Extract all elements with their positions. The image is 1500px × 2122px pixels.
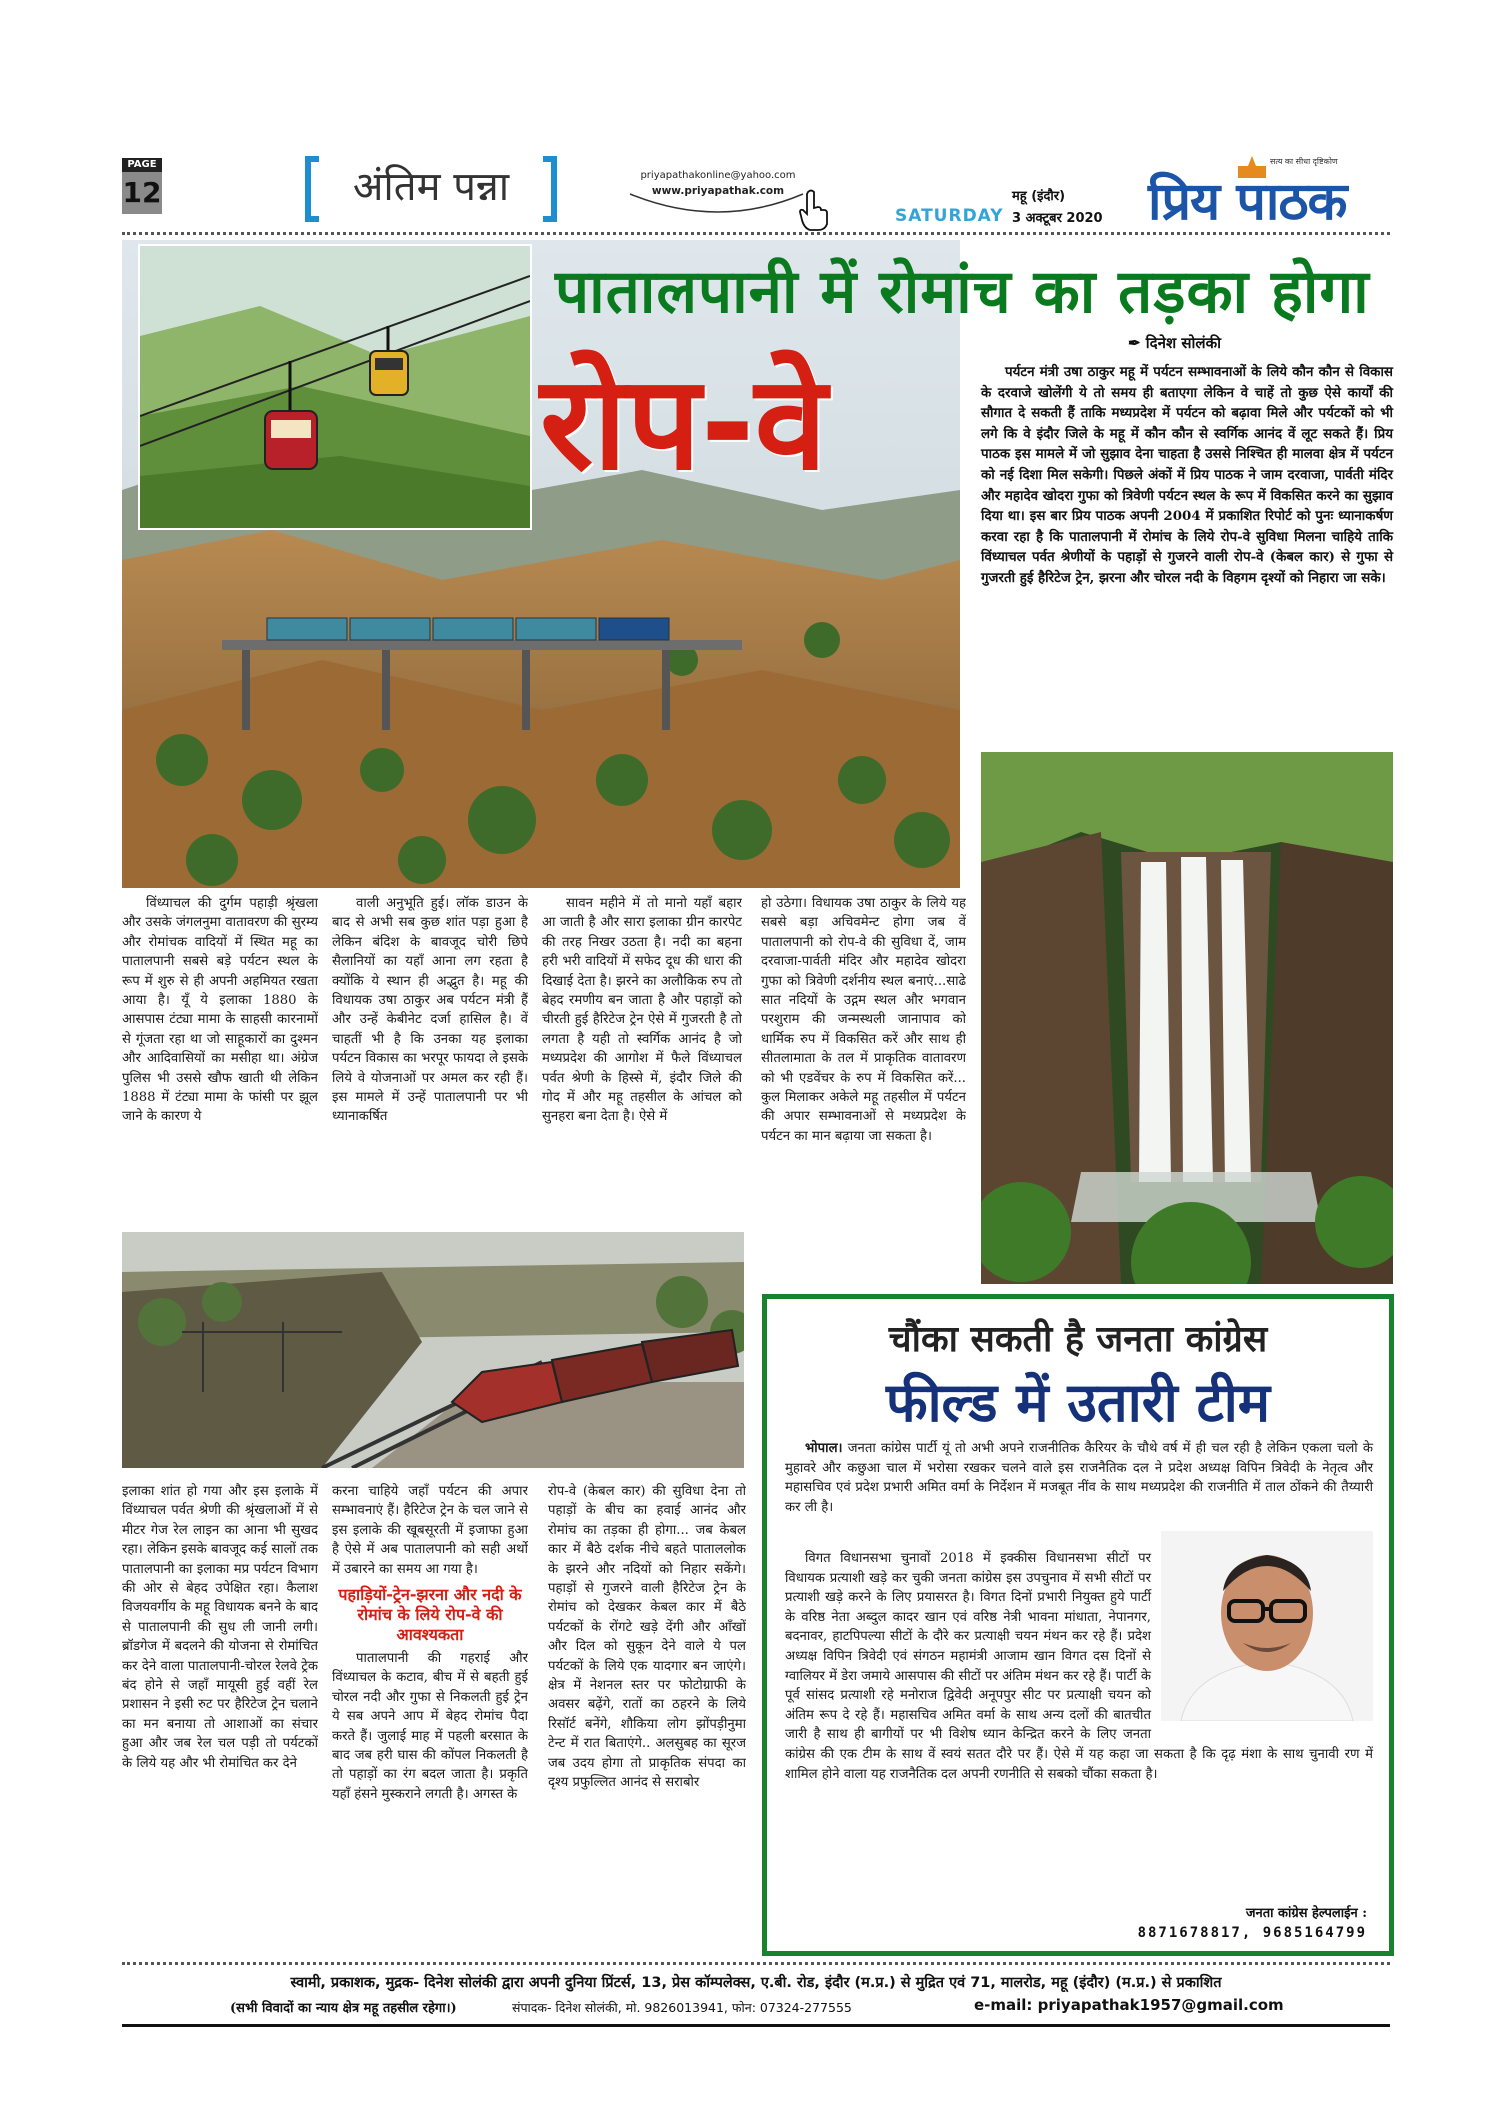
- footer-divider: [122, 1962, 1390, 1965]
- page-badge: [122, 158, 162, 226]
- article1-col3-text: सावन महीने में तो मानो यहाँ बहार आ जाती है और सारा इलाका ग्रीन कारपेट की तरह निखर उठता है। नदी का बहना हरी भरी वादियों में सफेद दूध की धारा की दिखाई देता है। झरने का अलौकिक रुप तो बेहद रमणीय बन जाता है और पहाड़ों को चीरती हुई हैरिटेज ट्रेन ऐसे में गुजरती है तो लगता है यही तो स्वर्गिक आनंद है जो मध्यप्रदेश की आगोश में फैले विंध्याचल पर्वत श्रेणी के हिस्से में, इंदौर जिले की गोद में और महू तहसील के आंचल को सुनहरा बना देता है। ऐसे में: [542, 896, 742, 1125]
- footer-email: e-mail: priyapathak1957@gmail.com: [974, 1996, 1284, 2014]
- helpline-label: जनता कांग्रेस हेल्पलाईन :: [1245, 1906, 1367, 1921]
- heritage-train-photo: [122, 1232, 744, 1468]
- article1-column-6: [332, 1482, 528, 1952]
- article1-headline: पातालपानी में रोमांच का तड़का होगा: [555, 257, 1370, 327]
- helpline-numbers: 8871678817, 9685164799: [1137, 1925, 1367, 1941]
- contact-email: priyapathakonline@yahoo.com: [640, 170, 796, 181]
- masthead-divider: [122, 232, 1390, 235]
- article2-dateline: भोपाल।: [805, 1441, 843, 1456]
- article1-column-2: [332, 894, 528, 1222]
- waterfall-photo: [981, 752, 1393, 1284]
- article1-column-7: [548, 1482, 746, 1952]
- article1-col2-text: वाली अनुभूति हुई। लॉक डाउन के बाद से अभी सब कुछ शांत पड़ा हुआ है लेकिन बंदिश के बावजूद चोरी छिपे सैलानियों का यहाँ आना लग रहता है क्योंकि ये स्थान ही अद्भुत है। महू की विधायक उषा ठाकुर अब पर्यटन मंत्री हैं और उन्हें केबीनेट दर्जा हासिल है। वें चाहतीं भी है कि उनका यह इलाका पर्यटन विकास का भरपूर फायदा ले इसके लिये वे योजनाओं पर अमल कर रही हैं। इस मामले में उन्हें पातालपानी पर भी ध्यानाकर्षित: [332, 896, 528, 1125]
- contact-block: [628, 170, 808, 230]
- arc-decoration: [628, 190, 808, 220]
- footer-rule: [122, 2024, 1390, 2027]
- pointing-hand-icon: [796, 188, 832, 232]
- left-bracket: [305, 156, 319, 222]
- day-label: SATURDAY: [895, 206, 1004, 226]
- date-label: 3 अक्टूबर 2020: [1012, 211, 1103, 226]
- article1-col4-text: हो उठेगा। विधायक उषा ठाकुर के लिये यह सबसे बड़ा अचिवमेन्ट होगा जब वें पातालपानी को रोप-वे की सुविधा दें, जाम दरवाजा-पार्वती मंदिर और महादेव खोदरा गुफा को त्रिवेणी दर्शनीय स्थल बनाएं...साढे सात नदियों के उद्गम स्थल और भगवान परशुराम की जन्मस्थली जानापाव को धार्मिक रुप में विकसित करें और साथ ही सीतलामाता के तल में प्राकृतिक वातावरण को भी एडवेंचर के रुप में विकसित करें... कुल मिलाकर अकेले महू तहसील में पर्यटन की अपार सम्भावनाओं से मध्यप्रदेश के पर्यटन का मान बढ़ाया जा सकता है।: [761, 896, 966, 1144]
- politician-portrait: [1161, 1531, 1373, 1721]
- section-title-box: [305, 156, 557, 222]
- cable-car-photo: [138, 244, 532, 530]
- paper-logo: [1148, 154, 1388, 234]
- footer-jurisdiction: (सभी विवादों का न्याय क्षेत्र महू तहसील रहेगा।): [230, 2001, 457, 2016]
- page-number: 12: [122, 172, 162, 214]
- footer-imprint: स्वामी, प्रकाशक, मुद्रक- दिनेश सोलंकी द्वारा अपनी दुनिया प्रिंटर्स, 13, प्रेस कॉम्पलेक्स, ए.बी. रोड, इंदौर (म.प्र.) से मुद्रित एवं 71, मालरोड, महू (इंदौर) (म.प्र.) से प्रकाशित: [290, 1975, 1222, 1991]
- article2-paragraph-1: जनता कांग्रेस पार्टी यूं तो अभी अपने राजनीतिक कैरियर के चौथे वर्ष में ही चल रही है लेकिन एकला चलो के मुहावरे और कछुआ चाल में भरोसा रखकर चलने वाले इस राजनैतिक दल ने प्रदेश अध्यक्ष विपिन त्रिवेदी के नेतृत्व और महासचिव एवं प्रदेश प्रभारी अमित वर्मा के निर्देशन में मजबूत नींव के साथ मध्यप्रदेश की राजनीति में ताल ठोंकने की तैय्यारी कर ली है।: [785, 1441, 1373, 1515]
- article1-intro: पर्यटन मंत्री उषा ठाकुर महू में पर्यटन सम्भावनाओं के लिये कौन कौन से विकास के दरवाजे खोलेंगी ये तो समय ही बताएगा लेकिन वे चाहें तो कुछ ऐसे कार्यों की सौगात दे सकती हैं ताकि मध्यप्रदेश में पर्यटन को बढ़ावा मिले और पर्यटकों को भी लगे कि वे इंदौर जिले के महू में कौन कौन से स्वर्गिक आनंद वें लूट सकते हैं। प्रिय पाठक इस मामले में जो सुझाव देना चाहता है उससे निश्चित ही मालवा क्षेत्र में पर्यटन को नई दिशा मिल सकेगी। पिछले अंकों में प्रिय पाठक ने जाम दरवाजा, पार्वती मंदिर और महादेव खोदरा गुफा को त्रिवेणी पर्यटन स्थल के रूप में विकसित करने का सुझाव दिया था। इस बार प्रिय पाठक अपनी 2004 में प्रकाशित रिपोर्ट को पुनः ध्यानाकर्षण करवा रहा है कि पातालपानी में रोमांच के लिये रोप-वे सुविधा मिलना चाहिये ताकि विंध्याचल पर्वत श्रेणीयों के पहाड़ों से गुजरने वाली रोप-वे (केबल कार) से गुफा से गुजरती हुई हैरिटेज ट्रेन, झरना और चोरल नदी के विहगम दृश्यों को निहारा जा सके।: [981, 364, 1393, 586]
- article2-body-top: [785, 1439, 1373, 1517]
- right-bracket: [543, 156, 557, 222]
- article2-headline: फील्ड में उतारी टीम: [885, 1371, 1271, 1434]
- janta-congress-box: [762, 1294, 1394, 1956]
- page-label: PAGE: [122, 158, 162, 172]
- byline: [1128, 333, 1221, 353]
- article1-column-1: [122, 894, 318, 1222]
- paper-tagline: सत्य का सीधा दृष्टिकोण: [1270, 157, 1338, 166]
- byline-name: दिनेश सोलंकी: [1145, 334, 1221, 352]
- article1-column-4: [761, 894, 966, 1294]
- footer-editor: संपादक- दिनेश सोलंकी, मो. 9826013941, फोन: 07324-277555: [512, 2000, 852, 2015]
- article2-kicker: चौंका सकती है जनता कांग्रेस: [888, 1319, 1268, 1360]
- article1-column-5: [122, 1482, 318, 1952]
- article2-paragraph-2: विगत विधानसभा चुनावों 2018 में इक्कीस विधानसभा सीटों पर विधायक प्रत्याशी खड़े कर चुकी जनता कांग्रेस इस उपचुनाव में सभी सीटों पर प्रत्याशी खड़े करने के लिए प्रयासरत है। विगत दिनों प्रभारी नियुक्त हुये पार्टी के वरिष्ठ नेता अब्दुल कादर खान एवं वरिष्ठ नेत्री भावना मांधाता, नेपानगर, बदनावर, हाटपिपल्या सीटों के दौरे कर प्रत्याक्षी चयन मंथन कर रहे हैं। प्रदेश अध्यक्ष विपिन त्रिवेदी एवं संगठन महामंत्री आजाम खान विगत दस दिनों से ग्वालियर में डेरा जमाये आसपास की सीटों पर अंतिम मंथन कर रहे हैं। पार्टी के पूर्व सांसद प्रत्याशी रहे मनोराज द्विवेदी अनूपपुर सीट पर प्रत्याक्षी चयन को अंतिम रूप दे रहे हैं। महासचिव अमित वर्मा के साथ अन्य दलों की बातचीत जारी है साथ ही बागीयों पर भी विशेष ध्यान केन्द्रित करने के लिए जनता कांग्रेस की एक टीम के साथ वें स्वयं सतत दौरे पर हैं। ऐसे में यह कहा जा सकता है कि दृढ़ मंशा के साथ चुनावी रण में शामिल होने वाला यह राजनैतिक दल अपनी रणनीति से सबको चौंका सकता है।: [785, 1551, 1373, 1782]
- rope-way-title: रोप-वे: [540, 347, 827, 499]
- place-label: महू (इंदौर): [1012, 189, 1066, 204]
- article1-col7-text: रोप-वे (केबल कार) की सुविधा देना तो पहाड़ों के बीच का हवाई आनंद और रोमांच का तड़का ही होगा... जब केबल कार में बैठे दर्शक नीचे बहते पाताललोक के झरने और नदियों को निहार सकेंगे। पहाड़ों से गुजरने वाली हैरिटेज ट्रेन के रोमांच को देखकर केबल कार में बैठे पर्यटकों के रोंगटे खड़े देंगी और आँखों और दिल को सुकून देने वाले ये पल पर्यटकों के लिये एक यादगार बन जाएंगे। क्षेत्र में नेशनल स्तर पर फोटोग्राफी के अवसर बढ़ेंगे, रातों का ठहरने के लिये रिसॉर्ट बनेंगे, शौकिया लोग झोंपड़ीनुमा टेन्ट में रात बिताएंगे.. अलसुबह का सूरज जब उदय होगा तो प्राकृतिक संपदा का दृश्य प्रफुल्लित आनंद से सराबोर: [548, 1484, 746, 1791]
- subheading: पहाड़ियों-ट्रेन-झरना और नदी के रोमांच के लिये रोप-वे की आवश्यकता: [338, 1585, 522, 1645]
- article1-col6a-text: करना चाहिये जहाँ पर्यटन की अपार सम्भावनाएं हैं। हैरिटेज ट्रेन के चल जाने से इस इलाके की खूबसूरती में इजाफा हुआ है ऐसे में अब पातालपानी को सही अर्थो में उबारने का समय आ गया है।: [332, 1484, 528, 1577]
- article2-body-bottom: [785, 1549, 1373, 1849]
- article1-col5-text: इलाका शांत हो गया और इस इलाके में विंध्याचल पर्वत श्रेणी की श्रृंखलाओं में से मीटर गेज रेल लाइन का आना भी सुखद रहा। लेकिन इसके बावजूद कई सालों तक पातालपानी का इलाका मप्र पर्यटन विभाग की ओर से बेहद उपेक्षित रहा। कैलाश विजयवर्गीय के महू विधायक बनने के बाद से पातालपानी की सुध ली जानी लगी। ब्रॉडगेज में बदलने की योजना से रोमांचित कर देने वाला पातालपानी-चोरल रेलवे ट्रेक बंद होने से जहाँ मायूसी हुई वहीं रेल प्रशासन ने इसी रुट पर हैरिटेज ट्रेन चलाने का मन बनाया तो आशाओं का संचार हुआ और जब रेल चल पड़ी तो पर्यटकों के लिये यह और भी रोमांचित कर देने: [122, 1484, 318, 1771]
- section-title: अंतिम पन्ना: [352, 164, 510, 210]
- article1-column-3: [542, 894, 742, 1222]
- contact-website: www.priyapathak.com: [651, 185, 785, 197]
- pen-icon: ✒: [1128, 334, 1146, 352]
- article1-col6b-text: पातालपानी की गहराई और विंध्याचल के कटाव, बीच में से बहती हुई चोरल नदी और गुफा से निकलती हुई ट्रेन ये सब अपने आप में बेहद रोमांच पैदा करते हैं। जुलाई माह में पहली बरसात के बाद जब हरी घास की कोंपल निकलती है तो पहाड़ों का रंग बदल जाता है। प्रकृति यहाँ हंसने मुस्कराने लगती है। अगस्त के: [332, 1651, 528, 1802]
- paper-name: प्रिय पाठक: [1148, 172, 1347, 232]
- article1-col1-text: विंध्याचल की दुर्गम पहाड़ी श्रृंखला और उसके जंगलनुमा वातावरण की सुरम्य और रोमांचक वादियों में स्थित महू का पातालपानी सबसे बड़े पर्यटन स्थल के रूप में शुरु से ही अपनी अहमियत रखता आया है। यूँ ये इलाका 1880 के आसपास टंट्या मामा के साहसी कारनामों से गूंजता रहा था जो साहूकारों का दुश्मन और आदिवासियों का मसीहा था। अंग्रेज पुलिस भी उससे खौफ खाती थी लेकिन 1888 में टंट्या मामा के फांसी पर झूल जाने के कारण ये: [122, 896, 318, 1125]
